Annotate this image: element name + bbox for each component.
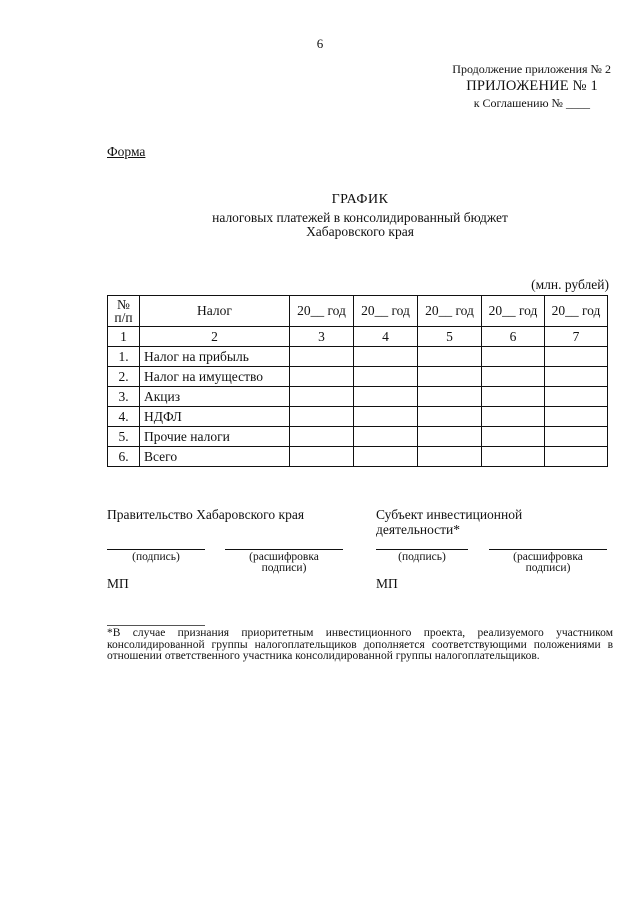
column-index: 6 (482, 327, 545, 347)
column-index: 7 (545, 327, 608, 347)
header-year-3: 20__ год (418, 296, 482, 327)
column-index: 2 (140, 327, 290, 347)
decode-caption-line-1: (расшифровка (513, 551, 583, 563)
tax-schedule-table (107, 295, 608, 467)
left-stamp-mark: МП (107, 576, 129, 591)
tax-name: Акциз (140, 387, 290, 407)
table-row (108, 407, 608, 427)
table-row (108, 347, 608, 367)
investor-signatory (376, 507, 576, 537)
units-label: (млн. рублей) (531, 277, 609, 292)
footnote-separator (107, 625, 205, 626)
year-cell (290, 427, 354, 447)
left-signature-line (107, 549, 205, 550)
year-cell (418, 347, 482, 367)
header-tax: Налог (140, 296, 290, 327)
column-index-row (108, 327, 608, 347)
year-cell (354, 447, 418, 467)
year-cell (545, 407, 608, 427)
table-row (108, 447, 608, 467)
investor-signatory-line-2: деятельности* (376, 522, 461, 537)
table-header-row (108, 296, 608, 327)
column-index: 1 (108, 327, 140, 347)
table-row (108, 387, 608, 407)
form-label: Форма (107, 144, 146, 159)
right-decode-line (489, 549, 607, 550)
year-cell (354, 347, 418, 367)
table-row (108, 367, 608, 387)
year-cell (545, 347, 608, 367)
subtitle-line-2: Хабаровского края (306, 224, 414, 239)
year-cell (545, 387, 608, 407)
tax-name: Налог на имущество (140, 367, 290, 387)
decode-caption-line-2: подписи) (525, 562, 571, 574)
header-year-4: 20__ год (482, 296, 545, 327)
year-cell (354, 367, 418, 387)
document-subtitle (0, 211, 640, 239)
year-cell (290, 447, 354, 467)
year-cell (482, 387, 545, 407)
year-cell (482, 407, 545, 427)
year-cell (418, 387, 482, 407)
left-decode-line (225, 549, 343, 550)
table-row (108, 427, 608, 447)
column-index: 4 (354, 327, 418, 347)
decode-caption-line-1: (расшифровка (249, 551, 319, 563)
row-number: 3. (108, 387, 140, 407)
right-decode-caption (489, 552, 607, 574)
right-signature-caption: (подпись) (398, 551, 446, 563)
header-year-5: 20__ год (545, 296, 608, 327)
header-year-2: 20__ год (354, 296, 418, 327)
government-signatory: Правительство Хабаровского края (107, 507, 305, 522)
year-cell (354, 407, 418, 427)
year-cell (545, 447, 608, 467)
header-number (108, 296, 140, 327)
page-number: 6 (316, 36, 324, 51)
row-number: 6. (108, 447, 140, 467)
year-cell (418, 447, 482, 467)
year-cell (545, 427, 608, 447)
year-cell (354, 427, 418, 447)
row-number: 5. (108, 427, 140, 447)
year-cell (290, 387, 354, 407)
year-cell (290, 367, 354, 387)
tax-name: Прочие налоги (140, 427, 290, 447)
year-cell (418, 367, 482, 387)
tax-name: Всего (140, 447, 290, 467)
year-cell (418, 427, 482, 447)
agreement-reference: к Соглашению № ____ (473, 96, 590, 110)
footnote: *В случае признания приоритетным инвестиционного проекта, реализуемого участником консолидированной группы налогоплательщиков дополняется соответствующими положениями в отношении ответственного участника консолидированной группы налогоплательщиков. (107, 627, 613, 662)
year-cell (545, 367, 608, 387)
year-cell (482, 447, 545, 467)
decode-caption-line-2: подписи) (261, 562, 307, 574)
year-cell (482, 427, 545, 447)
appendix-title: ПРИЛОЖЕНИЕ № 1 (466, 78, 598, 94)
document-title: ГРАФИК (331, 192, 389, 207)
year-cell (482, 367, 545, 387)
year-cell (354, 387, 418, 407)
column-index: 5 (418, 327, 482, 347)
row-number: 2. (108, 367, 140, 387)
left-decode-caption (225, 552, 343, 574)
left-signature-caption: (подпись) (132, 551, 180, 563)
year-cell (482, 347, 545, 367)
header-number-line-1: № (117, 297, 130, 312)
header-number-line-2: п/п (114, 310, 133, 325)
right-stamp-mark: МП (376, 576, 398, 591)
row-number: 4. (108, 407, 140, 427)
right-signature-line (376, 549, 468, 550)
investor-signatory-line-1: Субъект инвестиционной (376, 507, 523, 522)
continuation-note: Продолжение приложения № 2 (452, 62, 611, 76)
tax-name: НДФЛ (140, 407, 290, 427)
column-index: 3 (290, 327, 354, 347)
year-cell (418, 407, 482, 427)
tax-name: Налог на прибыль (140, 347, 290, 367)
row-number: 1. (108, 347, 140, 367)
header-year-1: 20__ год (290, 296, 354, 327)
year-cell (290, 347, 354, 367)
year-cell (290, 407, 354, 427)
subtitle-line-1: налоговых платежей в консолидированный бюджет (212, 210, 508, 225)
